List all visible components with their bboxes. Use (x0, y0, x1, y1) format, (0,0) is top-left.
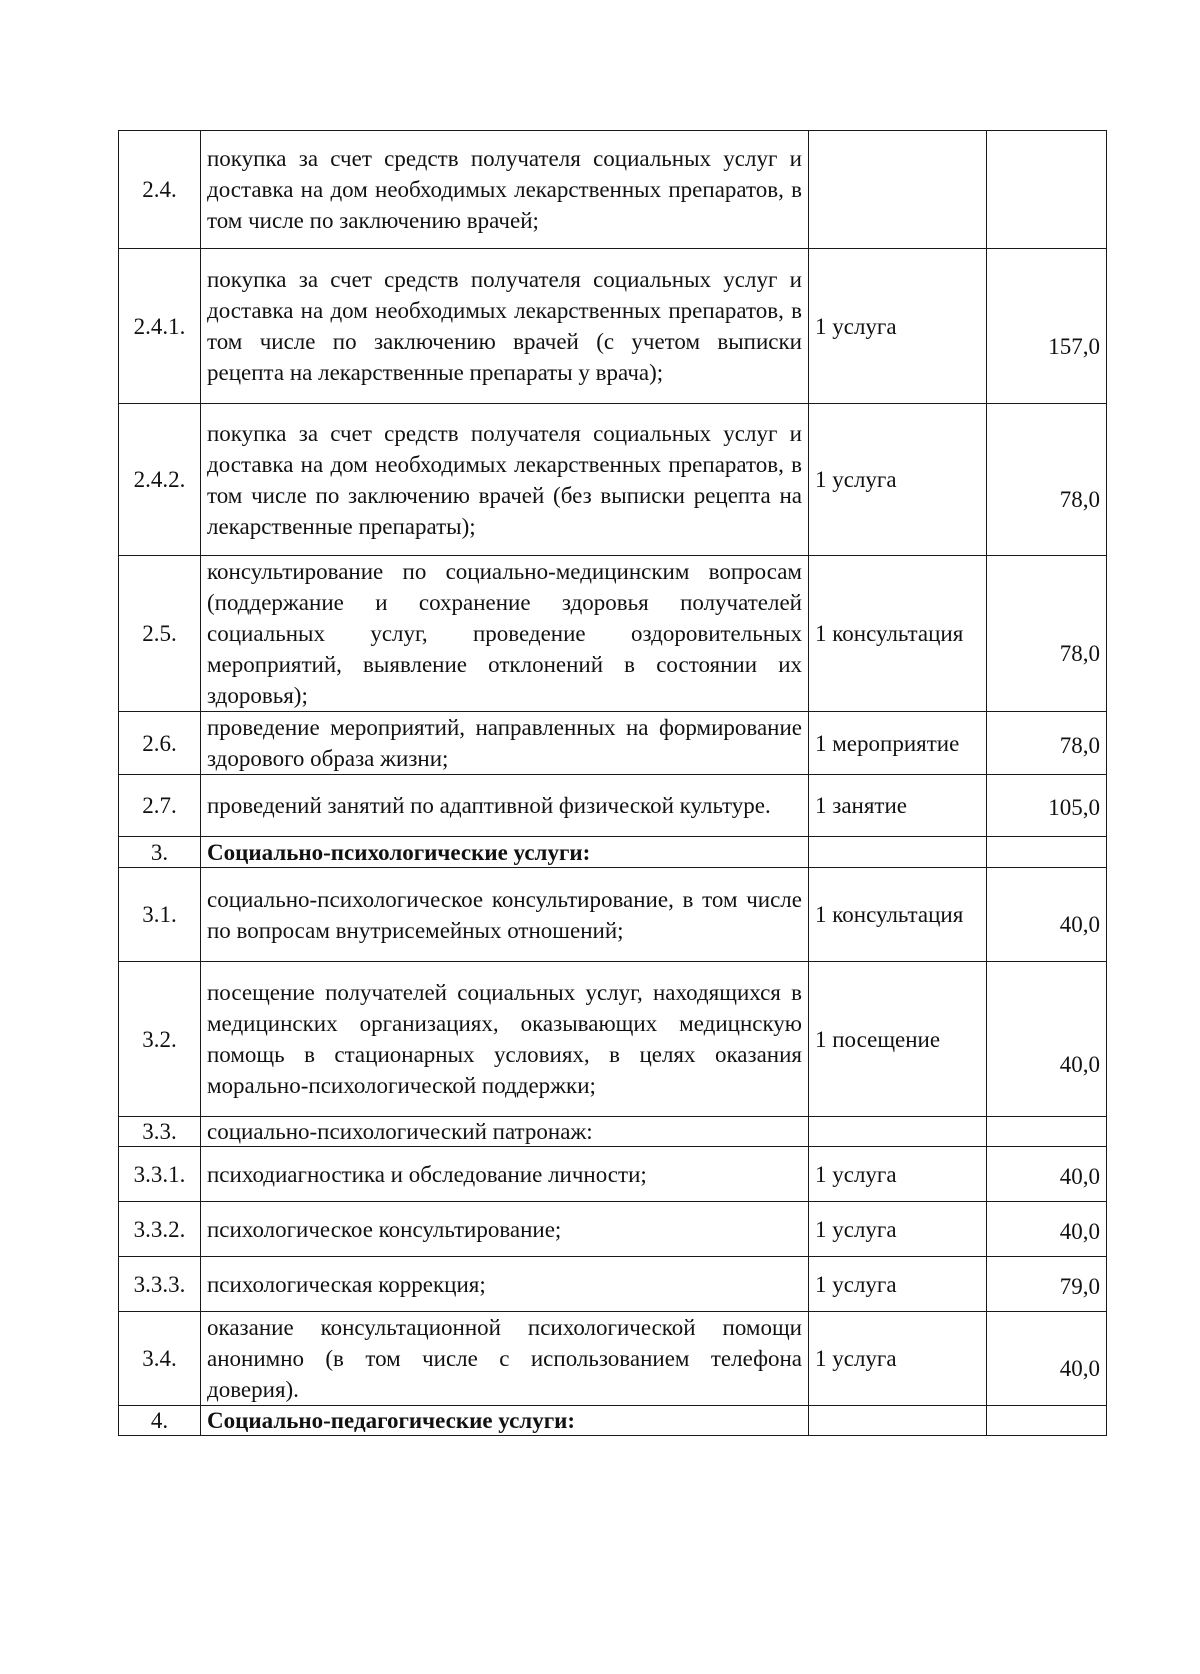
row-number: 3.3.3. (119, 1257, 201, 1312)
service-unit: 1 услуга (809, 249, 987, 404)
service-description: психологическое консультирование; (201, 1202, 809, 1257)
row-number: 2.4.2. (119, 404, 201, 556)
service-unit: 1 посещение (809, 962, 987, 1117)
service-unit: 1 услуга (809, 1147, 987, 1202)
service-unit: 1 занятие (809, 775, 987, 837)
service-unit (809, 1117, 987, 1147)
row-number: 2.5. (119, 556, 201, 712)
table-row (119, 556, 1107, 712)
table-row (119, 868, 1107, 962)
service-description: покупка за счет средств получателя социальных услуг и доставка на дом необходимых лекарственных препаратов, в том числе по заключению врачей; (201, 131, 809, 249)
service-price: 40,0 (987, 962, 1107, 1117)
table-row (119, 404, 1107, 556)
service-price: 40,0 (987, 1312, 1107, 1406)
service-price: 40,0 (987, 1147, 1107, 1202)
service-description: психологическая коррекция; (201, 1257, 809, 1312)
service-unit: 1 услуга (809, 1202, 987, 1257)
service-unit (809, 1406, 987, 1436)
row-number: 3.3. (119, 1117, 201, 1147)
row-number: 3.4. (119, 1312, 201, 1406)
row-number: 2.6. (119, 712, 201, 775)
service-description: оказание консультационной психологической помощи анонимно (в том числе с использованием телефона доверия). (201, 1312, 809, 1406)
service-description: посещение получателей социальных услуг, находящихся в медицинских организациях, оказывающих медицнскую помощь в стационарных условиях, в целях оказания морально-психологической поддержки; (201, 962, 809, 1117)
service-price: 78,0 (987, 404, 1107, 556)
section-header-row (119, 1406, 1107, 1436)
table-row (119, 1117, 1107, 1147)
section-title: Социально-педагогические услуги: (201, 1406, 809, 1436)
service-price (987, 837, 1107, 868)
row-number: 3.1. (119, 868, 201, 962)
service-unit: 1 консультация (809, 868, 987, 962)
service-unit: 1 консультация (809, 556, 987, 712)
row-number: 4. (119, 1406, 201, 1436)
service-price: 40,0 (987, 868, 1107, 962)
row-number: 3. (119, 837, 201, 868)
service-unit (809, 131, 987, 249)
service-price: 78,0 (987, 712, 1107, 775)
table-row (119, 775, 1107, 837)
section-title: Социально-психологические услуги: (201, 837, 809, 868)
row-number: 2.4. (119, 131, 201, 249)
service-price: 40,0 (987, 1202, 1107, 1257)
row-number: 3.3.2. (119, 1202, 201, 1257)
service-description: социально-психологическое консультирование, в том числе по вопросам внутрисемейных отношений; (201, 868, 809, 962)
table-row (119, 1202, 1107, 1257)
service-price: 105,0 (987, 775, 1107, 837)
service-description: покупка за счет средств получателя социальных услуг и доставка на дом необходимых лекарственных препаратов, в том числе по заключению врачей (с учетом выписки рецепта на лекарственные препараты у врача); (201, 249, 809, 404)
service-description: консультирование по социально-медицинским вопросам (поддержание и сохранение здоровья получателей социальных услуг, проведение оздоровительных мероприятий, выявление отклонений в состоянии их здоровья); (201, 556, 809, 712)
table-row (119, 249, 1107, 404)
row-number: 2.7. (119, 775, 201, 837)
service-description: психодиагностика и обследование личности; (201, 1147, 809, 1202)
service-price: 78,0 (987, 556, 1107, 712)
table-row (119, 131, 1107, 249)
row-number: 3.3.1. (119, 1147, 201, 1202)
service-price (987, 1406, 1107, 1436)
service-unit: 1 услуга (809, 404, 987, 556)
row-number: 3.2. (119, 962, 201, 1117)
table-row (119, 712, 1107, 775)
table-row (119, 1147, 1107, 1202)
service-description: проведение мероприятий, направленных на формирование здорового образа жизни; (201, 712, 809, 775)
service-description: покупка за счет средств получателя социальных услуг и доставка на дом необходимых лекарственных препаратов, в том числе по заключению врачей (без выписки рецепта на лекарственные препараты); (201, 404, 809, 556)
service-unit: 1 мероприятие (809, 712, 987, 775)
table-row (119, 1257, 1107, 1312)
table-row (119, 962, 1107, 1117)
service-price: 157,0 (987, 249, 1107, 404)
service-price (987, 131, 1107, 249)
service-description: социально-психологический патронаж: (201, 1117, 809, 1147)
service-price: 79,0 (987, 1257, 1107, 1312)
service-unit: 1 услуга (809, 1257, 987, 1312)
services-tariff-table (118, 130, 1107, 1436)
table-row (119, 1312, 1107, 1406)
section-header-row (119, 837, 1107, 868)
service-price (987, 1117, 1107, 1147)
service-unit (809, 837, 987, 868)
service-description: проведений занятий по адаптивной физической культуре. (201, 775, 809, 837)
row-number: 2.4.1. (119, 249, 201, 404)
service-unit: 1 услуга (809, 1312, 987, 1406)
